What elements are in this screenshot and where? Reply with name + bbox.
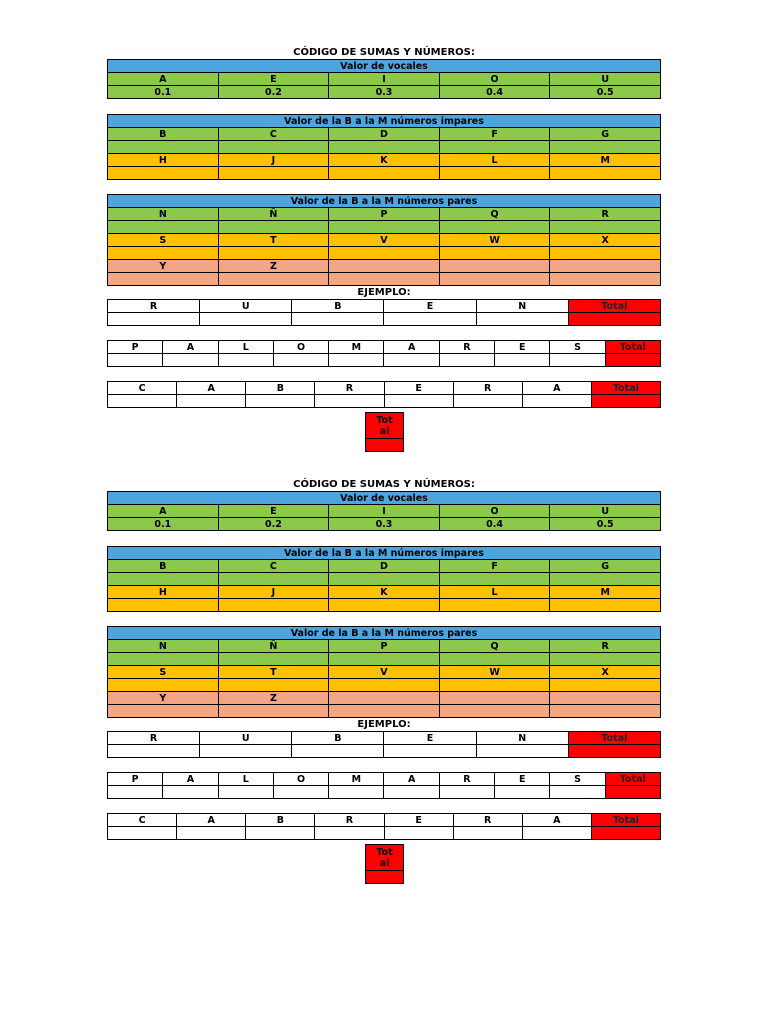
value-cell[interactable] bbox=[495, 354, 550, 367]
value-cell[interactable] bbox=[384, 827, 453, 840]
value-cell[interactable] bbox=[315, 827, 384, 840]
total-cell[interactable] bbox=[568, 745, 660, 758]
word-letter: E bbox=[384, 732, 476, 745]
value-cell[interactable] bbox=[200, 313, 292, 326]
value-cell[interactable] bbox=[163, 354, 218, 367]
value-cell[interactable] bbox=[439, 573, 550, 586]
value-cell[interactable] bbox=[550, 167, 661, 180]
even-title: Valor de la B a la M números pares bbox=[108, 627, 661, 640]
word-letter: R bbox=[453, 814, 522, 827]
word-letter: B bbox=[292, 300, 384, 313]
grand-total-cell[interactable] bbox=[366, 438, 403, 451]
consonant-letter: K bbox=[329, 586, 440, 599]
word-ruben-table bbox=[107, 299, 661, 326]
value-cell[interactable] bbox=[273, 354, 328, 367]
word-letter: E bbox=[495, 341, 550, 354]
consonant-letter: H bbox=[108, 154, 219, 167]
word-letter: L bbox=[218, 341, 273, 354]
total-label: Total bbox=[591, 814, 660, 827]
consonant-letter bbox=[329, 692, 440, 705]
consonant-letter: N bbox=[108, 208, 219, 221]
word-ruben-table bbox=[107, 731, 661, 758]
value-cell[interactable] bbox=[329, 273, 440, 286]
vowel-letter: I bbox=[329, 73, 440, 86]
value-cell[interactable] bbox=[550, 247, 661, 260]
total-cell[interactable] bbox=[605, 786, 660, 799]
even-numbers-table bbox=[107, 626, 661, 718]
value-cell[interactable] bbox=[218, 273, 329, 286]
value-cell[interactable] bbox=[218, 247, 329, 260]
total-cell[interactable] bbox=[591, 827, 660, 840]
consonant-letter: B bbox=[108, 128, 219, 141]
value-cell[interactable] bbox=[329, 653, 440, 666]
consonant-letter: V bbox=[329, 666, 440, 679]
consonant-letter: V bbox=[329, 234, 440, 247]
consonant-letter: F bbox=[439, 560, 550, 573]
word-letter: C bbox=[108, 814, 177, 827]
worksheet-copy-2 bbox=[107, 478, 661, 869]
word-letter: B bbox=[292, 732, 384, 745]
value-cell[interactable] bbox=[329, 599, 440, 612]
consonant-letter bbox=[439, 692, 550, 705]
consonant-letter: F bbox=[439, 128, 550, 141]
word-letter: A bbox=[522, 814, 591, 827]
value-cell[interactable] bbox=[108, 599, 219, 612]
value-cell[interactable] bbox=[108, 247, 219, 260]
vowel-letter: U bbox=[550, 73, 661, 86]
consonant-letter: G bbox=[550, 560, 661, 573]
value-cell[interactable] bbox=[108, 273, 219, 286]
value-cell[interactable] bbox=[439, 599, 550, 612]
word-letter: R bbox=[453, 382, 522, 395]
vowel-letter: O bbox=[439, 73, 550, 86]
odd-numbers-table bbox=[107, 114, 661, 180]
value-cell[interactable] bbox=[329, 221, 440, 234]
value-cell[interactable] bbox=[218, 599, 329, 612]
value-cell[interactable] bbox=[384, 395, 453, 408]
word-letter: N bbox=[476, 732, 568, 745]
value-cell[interactable] bbox=[439, 786, 494, 799]
value-cell[interactable] bbox=[550, 599, 661, 612]
total-cell[interactable] bbox=[591, 395, 660, 408]
value-cell[interactable] bbox=[495, 786, 550, 799]
value-cell[interactable] bbox=[315, 395, 384, 408]
word-letter: B bbox=[246, 382, 315, 395]
consonant-letter: J bbox=[218, 586, 329, 599]
word-letter: U bbox=[200, 300, 292, 313]
example-label: EJEMPLO: bbox=[357, 719, 411, 730]
value-cell[interactable] bbox=[218, 141, 329, 154]
vowel-letter: U bbox=[550, 505, 661, 518]
consonant-letter: W bbox=[439, 234, 550, 247]
word-letter: A bbox=[384, 773, 439, 786]
value-cell[interactable] bbox=[439, 679, 550, 692]
value-cell[interactable] bbox=[108, 354, 163, 367]
word-letter: B bbox=[246, 814, 315, 827]
even-numbers-table bbox=[107, 194, 661, 286]
odd-numbers-table bbox=[107, 546, 661, 612]
word-cabrera-table bbox=[107, 381, 661, 408]
value-cell[interactable] bbox=[550, 273, 661, 286]
consonant-letter bbox=[550, 260, 661, 273]
word-letter: A bbox=[384, 341, 439, 354]
word-letter: R bbox=[439, 773, 494, 786]
consonant-letter: D bbox=[329, 560, 440, 573]
consonant-letter: D bbox=[329, 128, 440, 141]
value-cell[interactable] bbox=[218, 705, 329, 718]
value-cell[interactable] bbox=[476, 745, 568, 758]
consonant-letter: C bbox=[218, 560, 329, 573]
word-letter: P bbox=[108, 341, 163, 354]
consonant-letter: Q bbox=[439, 208, 550, 221]
value-cell[interactable] bbox=[329, 786, 384, 799]
consonant-letter: X bbox=[550, 666, 661, 679]
value-cell[interactable] bbox=[218, 573, 329, 586]
value-cell[interactable] bbox=[246, 395, 315, 408]
value-cell[interactable] bbox=[246, 827, 315, 840]
value-cell[interactable] bbox=[550, 354, 605, 367]
total-cell[interactable] bbox=[568, 313, 660, 326]
vowel-value: 0.4 bbox=[439, 86, 550, 99]
vowel-value: 0.3 bbox=[329, 86, 440, 99]
total-label: Total bbox=[591, 382, 660, 395]
total-label: Total bbox=[568, 732, 660, 745]
consonant-letter: M bbox=[550, 154, 661, 167]
value-cell[interactable] bbox=[329, 679, 440, 692]
consonant-letter: W bbox=[439, 666, 550, 679]
vowel-letter: I bbox=[329, 505, 440, 518]
value-cell[interactable] bbox=[550, 705, 661, 718]
value-cell[interactable] bbox=[522, 395, 591, 408]
value-cell[interactable] bbox=[329, 354, 384, 367]
value-cell[interactable] bbox=[218, 653, 329, 666]
vowel-letter: O bbox=[439, 505, 550, 518]
value-cell[interactable] bbox=[453, 395, 522, 408]
value-cell[interactable] bbox=[273, 786, 328, 799]
consonant-letter bbox=[329, 260, 440, 273]
total-cell[interactable] bbox=[605, 354, 660, 367]
vowel-letter: E bbox=[218, 505, 329, 518]
value-cell[interactable] bbox=[218, 786, 273, 799]
vowel-value: 0.5 bbox=[550, 518, 661, 531]
word-cabrera-table bbox=[107, 813, 661, 840]
value-cell[interactable] bbox=[439, 221, 550, 234]
value-cell[interactable] bbox=[218, 354, 273, 367]
word-letter: A bbox=[522, 382, 591, 395]
vowels-table bbox=[107, 59, 661, 99]
value-cell[interactable] bbox=[550, 653, 661, 666]
example-label: EJEMPLO: bbox=[357, 287, 411, 298]
vowel-value: 0.3 bbox=[329, 518, 440, 531]
word-letter: A bbox=[177, 814, 246, 827]
even-title: Valor de la B a la M números pares bbox=[108, 195, 661, 208]
consonant-letter: Q bbox=[439, 640, 550, 653]
grand-total-label: Total bbox=[376, 415, 393, 437]
consonant-letter bbox=[550, 692, 661, 705]
consonant-letter: R bbox=[550, 208, 661, 221]
value-cell[interactable] bbox=[108, 786, 163, 799]
consonant-letter: P bbox=[329, 640, 440, 653]
value-cell[interactable] bbox=[163, 786, 218, 799]
value-cell[interactable] bbox=[439, 354, 494, 367]
value-cell[interactable] bbox=[108, 573, 219, 586]
value-cell[interactable] bbox=[218, 167, 329, 180]
value-cell[interactable] bbox=[292, 745, 384, 758]
consonant-letter: L bbox=[439, 586, 550, 599]
vowel-letter: E bbox=[218, 73, 329, 86]
value-cell[interactable] bbox=[108, 395, 177, 408]
consonant-letter: B bbox=[108, 560, 219, 573]
word-letter: C bbox=[108, 382, 177, 395]
value-cell[interactable] bbox=[218, 221, 329, 234]
consonant-letter: G bbox=[550, 128, 661, 141]
total-label: Total bbox=[605, 341, 660, 354]
consonant-letter: P bbox=[329, 208, 440, 221]
word-letter: O bbox=[273, 773, 328, 786]
value-cell[interactable] bbox=[329, 167, 440, 180]
page-title: CÓDIGO DE SUMAS Y NÚMEROS: bbox=[293, 47, 475, 58]
consonant-letter: M bbox=[550, 586, 661, 599]
value-cell[interactable] bbox=[439, 141, 550, 154]
word-letter: A bbox=[163, 773, 218, 786]
value-cell[interactable] bbox=[550, 679, 661, 692]
value-cell[interactable] bbox=[476, 313, 568, 326]
total-label: Total bbox=[605, 773, 660, 786]
word-letter: E bbox=[384, 814, 453, 827]
value-cell[interactable] bbox=[453, 827, 522, 840]
word-letter: A bbox=[177, 382, 246, 395]
word-letter: P bbox=[108, 773, 163, 786]
consonant-letter: Y bbox=[108, 692, 219, 705]
consonant-letter: N bbox=[108, 640, 219, 653]
value-cell[interactable] bbox=[108, 313, 200, 326]
grand-total-label: Total bbox=[376, 847, 393, 869]
consonant-letter: T bbox=[218, 234, 329, 247]
consonant-letter: J bbox=[218, 154, 329, 167]
consonant-letter: Z bbox=[218, 692, 329, 705]
value-cell[interactable] bbox=[108, 745, 200, 758]
word-letter: M bbox=[329, 773, 384, 786]
value-cell[interactable] bbox=[108, 679, 219, 692]
value-cell[interactable] bbox=[177, 827, 246, 840]
vowel-value: 0.1 bbox=[108, 518, 219, 531]
vowel-letter: A bbox=[108, 505, 219, 518]
vowel-letter: A bbox=[108, 73, 219, 86]
value-cell[interactable] bbox=[550, 573, 661, 586]
value-cell[interactable] bbox=[384, 745, 476, 758]
grand-total-cell[interactable] bbox=[366, 870, 403, 883]
value-cell[interactable] bbox=[200, 745, 292, 758]
word-letter: R bbox=[439, 341, 494, 354]
word-palomares-table bbox=[107, 340, 661, 367]
consonant-letter: R bbox=[550, 640, 661, 653]
consonant-letter: Y bbox=[108, 260, 219, 273]
value-cell[interactable] bbox=[108, 167, 219, 180]
value-cell[interactable] bbox=[522, 827, 591, 840]
consonant-letter: T bbox=[218, 666, 329, 679]
word-letter: L bbox=[218, 773, 273, 786]
grand-total-box bbox=[365, 844, 404, 884]
consonant-letter bbox=[439, 260, 550, 273]
vowel-value: 0.2 bbox=[218, 518, 329, 531]
consonant-letter: X bbox=[550, 234, 661, 247]
word-letter: S bbox=[550, 341, 605, 354]
consonant-letter: H bbox=[108, 586, 219, 599]
word-letter: E bbox=[384, 300, 476, 313]
word-letter: A bbox=[163, 341, 218, 354]
odd-title: Valor de la B a la M números impares bbox=[108, 115, 661, 128]
value-cell[interactable] bbox=[108, 221, 219, 234]
value-cell[interactable] bbox=[439, 247, 550, 260]
consonant-letter: S bbox=[108, 234, 219, 247]
consonant-letter: L bbox=[439, 154, 550, 167]
consonant-letter: C bbox=[218, 128, 329, 141]
page-title: CÓDIGO DE SUMAS Y NÚMEROS: bbox=[293, 479, 475, 490]
consonant-letter: Ñ bbox=[218, 208, 329, 221]
word-letter: O bbox=[273, 341, 328, 354]
value-cell[interactable] bbox=[384, 786, 439, 799]
word-letter: E bbox=[495, 773, 550, 786]
value-cell[interactable] bbox=[329, 573, 440, 586]
value-cell[interactable] bbox=[177, 395, 246, 408]
value-cell[interactable] bbox=[108, 653, 219, 666]
vowel-value: 0.4 bbox=[439, 518, 550, 531]
odd-title: Valor de la B a la M números impares bbox=[108, 547, 661, 560]
value-cell[interactable] bbox=[439, 705, 550, 718]
word-letter: U bbox=[200, 732, 292, 745]
word-letter: R bbox=[315, 814, 384, 827]
value-cell[interactable] bbox=[384, 313, 476, 326]
consonant-letter: K bbox=[329, 154, 440, 167]
value-cell[interactable] bbox=[329, 705, 440, 718]
grand-total-box bbox=[365, 412, 404, 452]
vowel-value: 0.5 bbox=[550, 86, 661, 99]
vowels-title: Valor de vocales bbox=[108, 492, 661, 505]
value-cell[interactable] bbox=[439, 653, 550, 666]
value-cell[interactable] bbox=[218, 679, 329, 692]
word-letter: R bbox=[315, 382, 384, 395]
value-cell[interactable] bbox=[439, 273, 550, 286]
value-cell[interactable] bbox=[108, 141, 219, 154]
consonant-letter: Ñ bbox=[218, 640, 329, 653]
value-cell[interactable] bbox=[384, 354, 439, 367]
total-label: Total bbox=[568, 300, 660, 313]
word-palomares-table bbox=[107, 772, 661, 799]
value-cell[interactable] bbox=[439, 167, 550, 180]
value-cell[interactable] bbox=[550, 141, 661, 154]
value-cell[interactable] bbox=[329, 141, 440, 154]
word-letter: R bbox=[108, 732, 200, 745]
consonant-letter: S bbox=[108, 666, 219, 679]
vowel-value: 0.1 bbox=[108, 86, 219, 99]
value-cell[interactable] bbox=[329, 247, 440, 260]
word-letter: R bbox=[108, 300, 200, 313]
word-letter: E bbox=[384, 382, 453, 395]
value-cell[interactable] bbox=[292, 313, 384, 326]
consonant-letter: Z bbox=[218, 260, 329, 273]
value-cell[interactable] bbox=[108, 705, 219, 718]
value-cell[interactable] bbox=[108, 827, 177, 840]
value-cell[interactable] bbox=[550, 221, 661, 234]
vowel-value: 0.2 bbox=[218, 86, 329, 99]
word-letter: S bbox=[550, 773, 605, 786]
worksheet-copy-1 bbox=[107, 46, 661, 437]
vowels-table bbox=[107, 491, 661, 531]
word-letter: M bbox=[329, 341, 384, 354]
vowels-title: Valor de vocales bbox=[108, 60, 661, 73]
word-letter: N bbox=[476, 300, 568, 313]
value-cell[interactable] bbox=[550, 786, 605, 799]
